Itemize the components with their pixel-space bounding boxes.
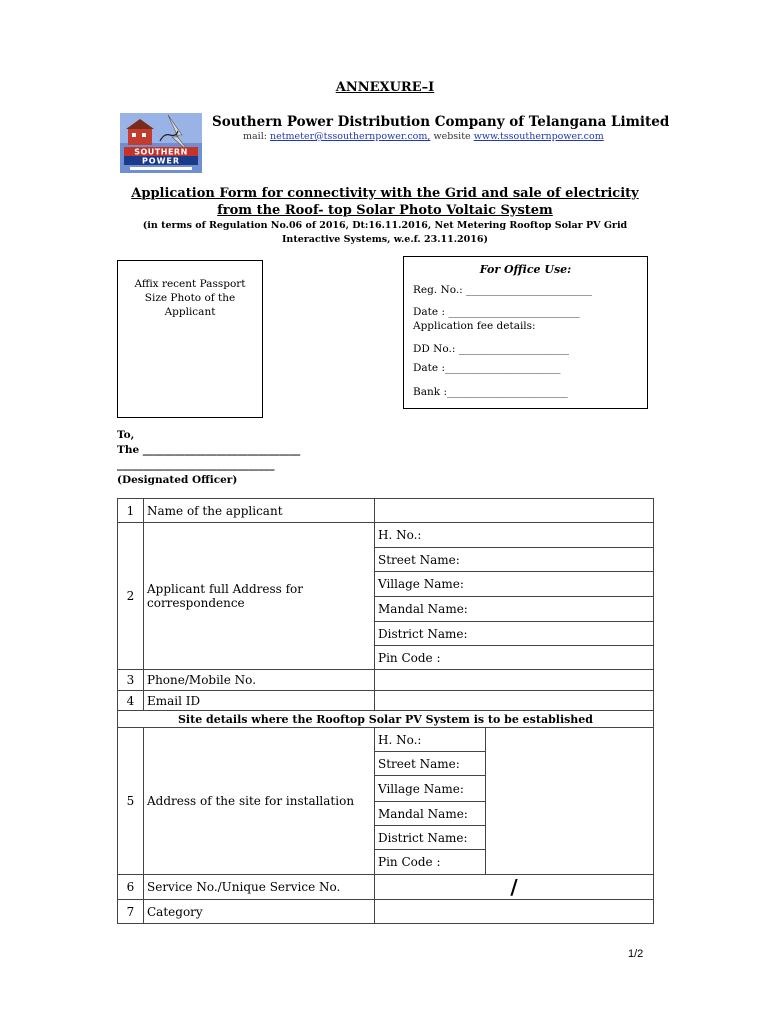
- site-district-field[interactable]: District Name:: [375, 826, 486, 850]
- category-label: Category: [144, 900, 375, 924]
- row-number: 2: [118, 523, 144, 670]
- phone-label: Phone/Mobile No.: [144, 670, 375, 691]
- mail-prefix: mail:: [243, 131, 267, 142]
- correspondence-address-label-line1: Applicant full Address for: [147, 582, 304, 596]
- to-label: To,: [117, 429, 135, 441]
- table-row: [118, 691, 654, 711]
- the-field[interactable]: The ______________________________: [117, 444, 301, 456]
- site-street-field[interactable]: Street Name:: [375, 752, 486, 776]
- company-name: Southern Power Distribution Company of Telangana Limited: [212, 114, 670, 130]
- form-title-line1: Application Form for connectivity with the Grid and sale of electricity: [131, 186, 639, 201]
- correspondence-address-label-line2: correspondence: [147, 596, 245, 610]
- corr-street-field[interactable]: Street Name:: [375, 548, 654, 572]
- photo-box-line3: Applicant: [164, 306, 216, 318]
- email-label: Email ID: [144, 691, 375, 711]
- photo-box-line2: Size Photo of the: [144, 292, 236, 304]
- applicant-name-label: Name of the applicant: [144, 499, 375, 523]
- table-row: [118, 670, 654, 691]
- site-mandal-field[interactable]: Mandal Name:: [375, 802, 486, 826]
- row-number: 6: [118, 875, 144, 900]
- service-no-input[interactable]: /: [375, 875, 654, 900]
- site-hno-field[interactable]: H. No.:: [375, 728, 486, 752]
- regulation-note: [110, 219, 660, 247]
- photo-box-line1: Affix recent Passport: [134, 278, 246, 290]
- dd-date-field[interactable]: Date :______________________: [413, 362, 561, 374]
- table-row: [118, 711, 654, 728]
- row-number: 4: [118, 691, 144, 711]
- table-row: [118, 900, 654, 924]
- regulation-note-line2: Interactive Systems, w.e.f. 23.11.2016): [281, 234, 488, 245]
- corr-pincode-field[interactable]: Pin Code :: [375, 646, 654, 670]
- office-use-box: [403, 256, 648, 409]
- site-pincode-field[interactable]: Pin Code :: [375, 850, 486, 875]
- table-row: [118, 875, 654, 900]
- table-row: [118, 523, 654, 548]
- dd-no-field[interactable]: DD No.: _____________________: [413, 343, 569, 355]
- photo-box: [117, 260, 263, 418]
- row-number: 7: [118, 900, 144, 924]
- table-row: [118, 499, 654, 523]
- svg-text:POWER: POWER: [141, 156, 181, 166]
- company-logo: [120, 113, 202, 173]
- site-address-label: Address of the site for installation: [144, 728, 375, 875]
- application-fee-label: Application fee details:: [413, 320, 536, 332]
- phone-input[interactable]: [375, 670, 654, 691]
- reg-no-field[interactable]: Reg. No.: ________________________: [413, 284, 593, 296]
- regulation-note-line1: (in terms of Regulation No.06 of 2016, Dt:16.11.2016, Net Metering Rooftop Solar PV Grid: [142, 220, 628, 231]
- correspondence-address-label: [144, 523, 375, 670]
- corr-district-field[interactable]: District Name:: [375, 622, 654, 646]
- service-no-label: Service No./Unique Service No.: [144, 875, 375, 900]
- site-village-field[interactable]: Village Name:: [375, 776, 486, 802]
- website-link[interactable]: www.tssouthernpower.com: [473, 131, 604, 142]
- category-input[interactable]: [375, 900, 654, 924]
- email-link[interactable]: netmeter@tssouthernpower.com,: [269, 131, 431, 142]
- application-form-table: [117, 498, 654, 924]
- bank-field[interactable]: Bank :_______________________: [413, 386, 568, 398]
- corr-hno-field[interactable]: H. No.:: [375, 523, 654, 548]
- corr-mandal-field[interactable]: Mandal Name:: [375, 597, 654, 622]
- contact-line: [243, 131, 604, 142]
- addressee-block: [117, 428, 300, 488]
- office-date-field[interactable]: Date : _________________________: [413, 306, 580, 318]
- page-number: 1/2: [628, 948, 644, 960]
- row-number: 1: [118, 499, 144, 523]
- row-number: 5: [118, 728, 144, 875]
- svg-text:SOUTHERN: SOUTHERN: [134, 147, 188, 157]
- addressee-blank-line[interactable]: ______________________________: [117, 459, 275, 471]
- form-title-line2: from the Roof- top Solar Photo Voltaic System: [217, 203, 553, 218]
- email-input[interactable]: [375, 691, 654, 711]
- site-details-heading: Site details where the Rooftop Solar PV System is to be established: [118, 711, 654, 728]
- office-use-title: For Office Use:: [479, 263, 572, 276]
- applicant-name-input[interactable]: [375, 499, 654, 523]
- designated-officer-label: (Designated Officer): [117, 474, 238, 486]
- corr-village-field[interactable]: Village Name:: [375, 572, 654, 597]
- row-number: 3: [118, 670, 144, 691]
- website-prefix: website: [433, 131, 471, 142]
- site-address-extra-cell[interactable]: [486, 728, 654, 875]
- table-row: [118, 728, 654, 752]
- form-title: [60, 185, 710, 219]
- annexure-heading: ANNEXURE–I: [335, 80, 435, 95]
